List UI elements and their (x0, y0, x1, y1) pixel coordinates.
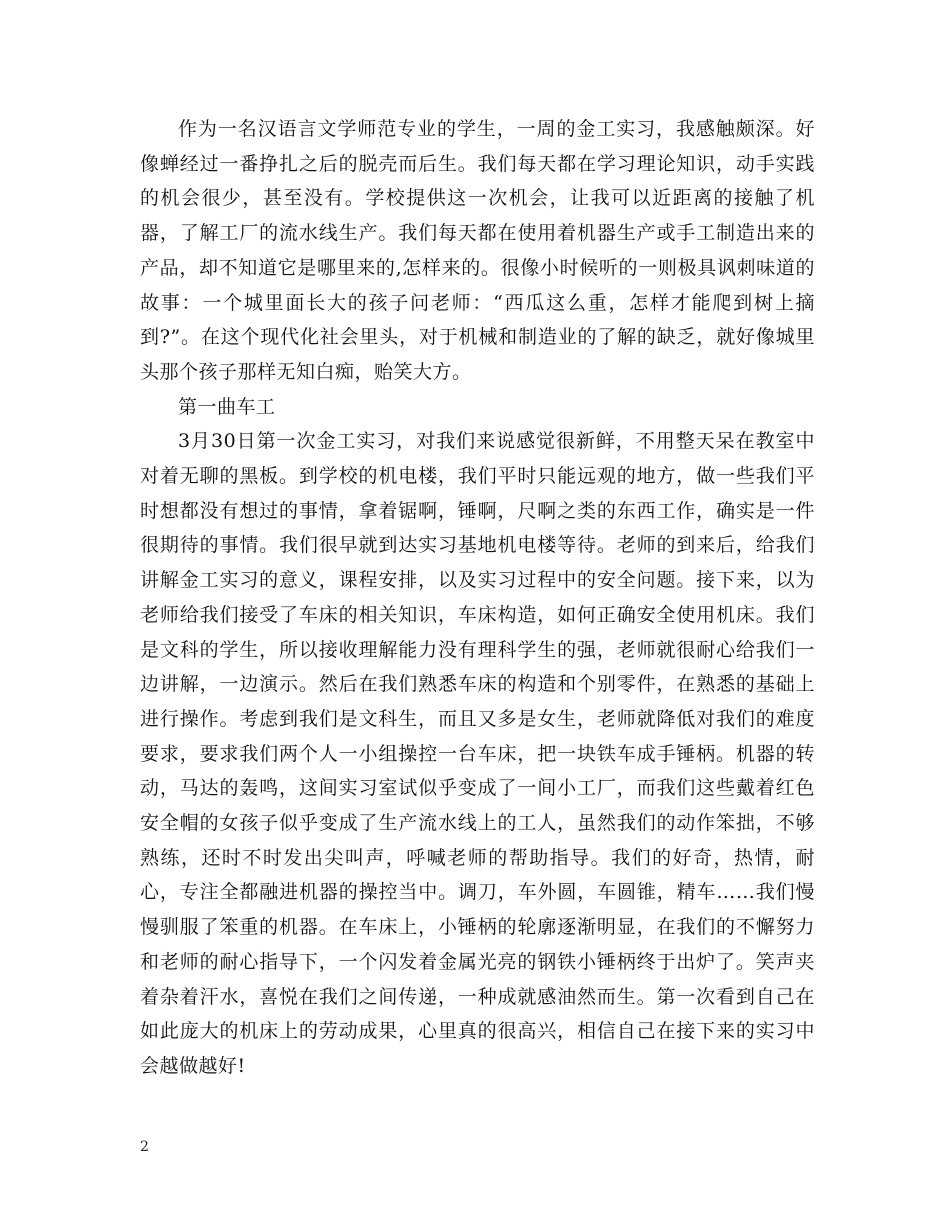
paragraph-lathe: 3月30日第一次金工实习，对我们来说感觉很新鲜，不用整天呆在教室中对着无聊的黑板。到学校的机电楼，我们平时只能远观的地方，做一些我们平时想都没有想过的事情，拿着锯啊，锤啊，尺啊之类的东西工作，确实是一件很期待的事情。我们很早就到达实习基地机电楼等待。老师的到来后，给我们讲解金工实习的意义，课程安排，以及实习过程中的安全问题。接下来，以为老师给我们接受了车床的相关知识，车床构造，如何正确安全使用机床。我们是文科的学生，所以接收理解能力没有理科学生的强，老师就很耐心给我们一边讲解，一边演示。然后在我们熟悉车床的构造和个别零件，在熟悉的基础上进行操作。考虑到我们是文科生，而且又多是女生，老师就降低对我们的难度要求，要求我们两个人一小组操控一台车床，把一块铁车成手锤柄。机器的转动，马达的轰鸣，这间实习室试似乎变成了一间小工厂，而我们这些戴着红色安全帽的女孩子似乎变成了生产流水线上的工人，虽然我们的动作笨拙，不够熟练，还时不时发出尖叫声，呼喊老师的帮助指导。我们的好奇，热情，耐心，专注全都融进机器的操控当中。调刀，车外圆，车圆锥，精车……我们慢慢驯服了笨重的机器。在车床上，小锤柄的轮廓逐渐明显，在我们的不懈努力和老师的耐心指导下，一个闪发着金属光亮的钢铁小锤柄终于出炉了。笑声夹着杂着汗水，喜悦在我们之间传递，一种成就感油然而生。第一次看到自己在如此庞大的机床上的劳动成果，心里真的很高兴，相信自己在接下来的实习中会越做越好! (140, 430, 815, 1077)
document-body (140, 112, 815, 1084)
page-number: 2 (140, 1139, 149, 1155)
section-heading: 第一曲车工 (178, 395, 276, 418)
paragraph-intro: 作为一名汉语言文学师范专业的学生，一周的金工实习，我感触颇深。好像蝉经过一番挣扎之后的脱壳而后生。我们每天都在学习理论知识，动手实践的机会很少，甚至没有。学校提供这一次机会，让我可以近距离的接触了机器，了解工厂的流水线生产。我们每天都在使用着机器生产或手工制造出来的产品，却不知道它是哪里来的,怎样来的。很像小时候听的一则极具讽刺味道的故事：一个城里面长大的孩子问老师：“西瓜这么重，怎样才能爬到树上摘到?”。在这个现代化社会里头，对于机械和制造业的了解的缺乏，就好像城里头那个孩子那样无知白痴，贻笑大方。 (140, 118, 815, 383)
